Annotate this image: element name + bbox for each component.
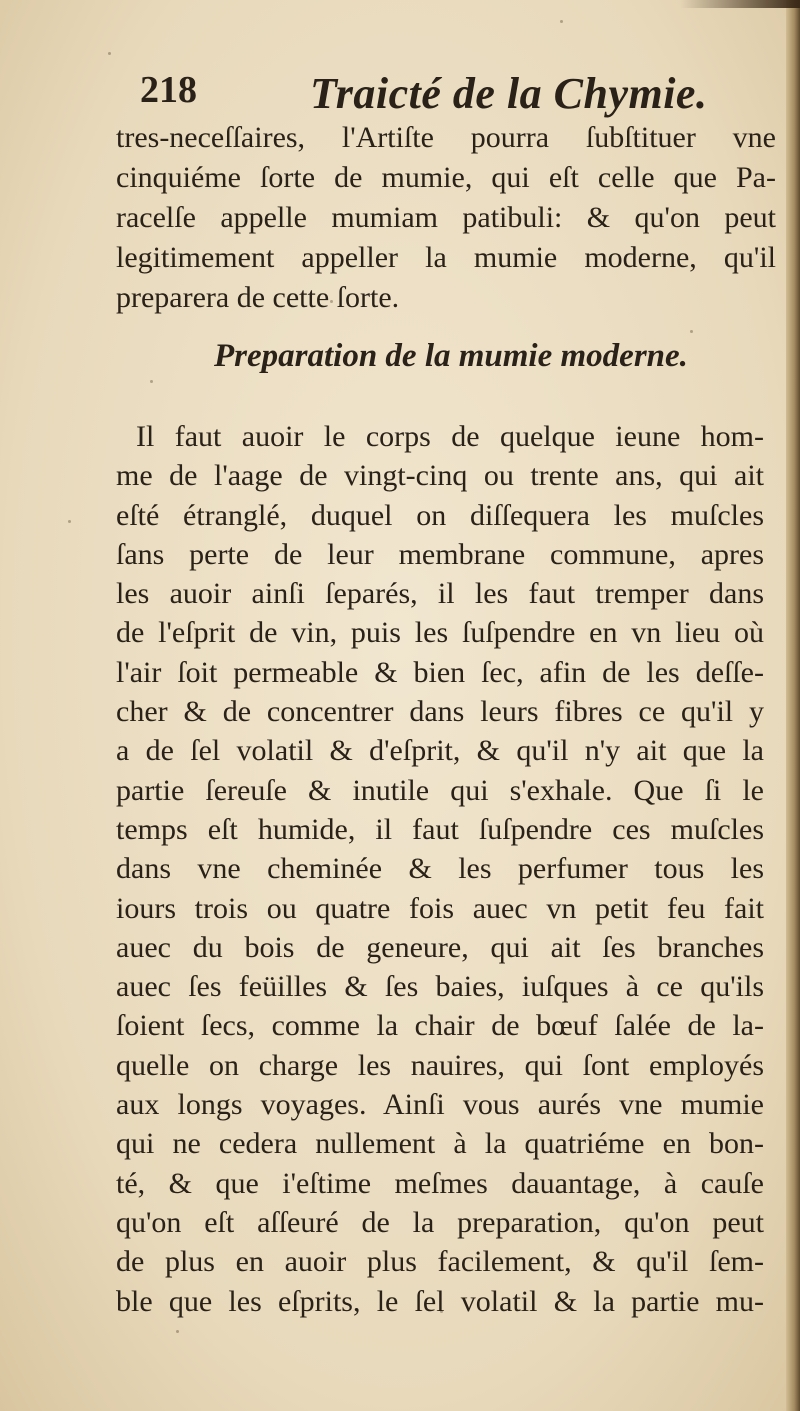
text-line: preparera de cette ſorte. (116, 281, 400, 314)
text-line: ble que les eſprits, le ſel volatil & la partie mu- (116, 1284, 764, 1318)
text-line: té, & que i'eſtime meſmes dauantage, à cauſe (116, 1166, 764, 1200)
text-line: partie ſereuſe & inutile qui s'exhale. Que ſi le (116, 773, 764, 807)
text-line: quelle on charge les nauires, qui ſont employés (116, 1048, 764, 1082)
text-line: legitimement appeller la mumie moderne, qu'il (116, 241, 776, 274)
text-line: auec ſes feüilles & ſes baies, iuſques à ce qu'ils (116, 970, 764, 1004)
page-number: 218 (140, 69, 197, 111)
text-line: a de ſel volatil & d'eſprit, & qu'il n'y ait que la (116, 734, 764, 768)
text-line: iours trois ou quatre fois auec vn petit feu fait (116, 891, 764, 925)
text-line: qui ne cedera nullement à la quatriéme en bon- (116, 1127, 764, 1161)
text-line: qu'on eſt aſſeuré de la preparation, qu'on peut (116, 1205, 764, 1239)
text-line: les auoir ainſi ſeparés, il les faut tremper dans (116, 577, 764, 611)
text-line: aux longs voyages. Ainſi vous aurés vne mumie (116, 1088, 764, 1122)
text-line: racelſe appelle mumiam patibuli: & qu'on peut (116, 201, 776, 234)
text-line: ſans perte de leur membrane commune, apres (116, 537, 764, 571)
text-line: dans vne cheminée & les perfumer tous les (116, 852, 764, 886)
text-line: ſoient ſecs, comme la chair de bœuf ſalée de la- (116, 1009, 764, 1043)
text-line: l'air ſoit permeable & bien ſec, afin de les deſſe- (116, 655, 764, 689)
page-header (140, 68, 780, 118)
text-line: temps eſt humide, il faut ſuſpendre ces muſcles (116, 812, 764, 846)
body-paragraph (116, 417, 764, 1321)
text-line: de plus en auoir plus facilement, & qu'il ſem- (116, 1245, 764, 1279)
page-shadow (680, 0, 800, 8)
intro-paragraph (116, 118, 776, 318)
text-line: cinquiéme ſorte de mumie, qui eſt celle que Pa- (116, 161, 776, 194)
text-line: me de l'aage de vingt-cinq ou trente ans, qui ait (116, 459, 764, 493)
text-line: auec du bois de geneure, qui ait ſes branches (116, 930, 764, 964)
text-line: de l'eſprit de vin, puis les ſuſpendre en vn lieu où (116, 616, 764, 650)
section-heading: Preparation de la mumie moderne. (214, 338, 688, 374)
running-title: Traicté de la Chymie. (310, 69, 708, 118)
text-line: cher & de concentrer dans leurs fibres ce qu'il y (116, 695, 764, 729)
text-line: Il faut auoir le corps de quelque ieune hom- (136, 420, 764, 453)
text-line: eſté étranglé, duquel on diſſequera les muſcles (116, 498, 764, 532)
page-edge (786, 0, 800, 1411)
text-line: tres-neceſſaires, l'Artiſte pourra ſubſtituer vne (116, 121, 776, 154)
